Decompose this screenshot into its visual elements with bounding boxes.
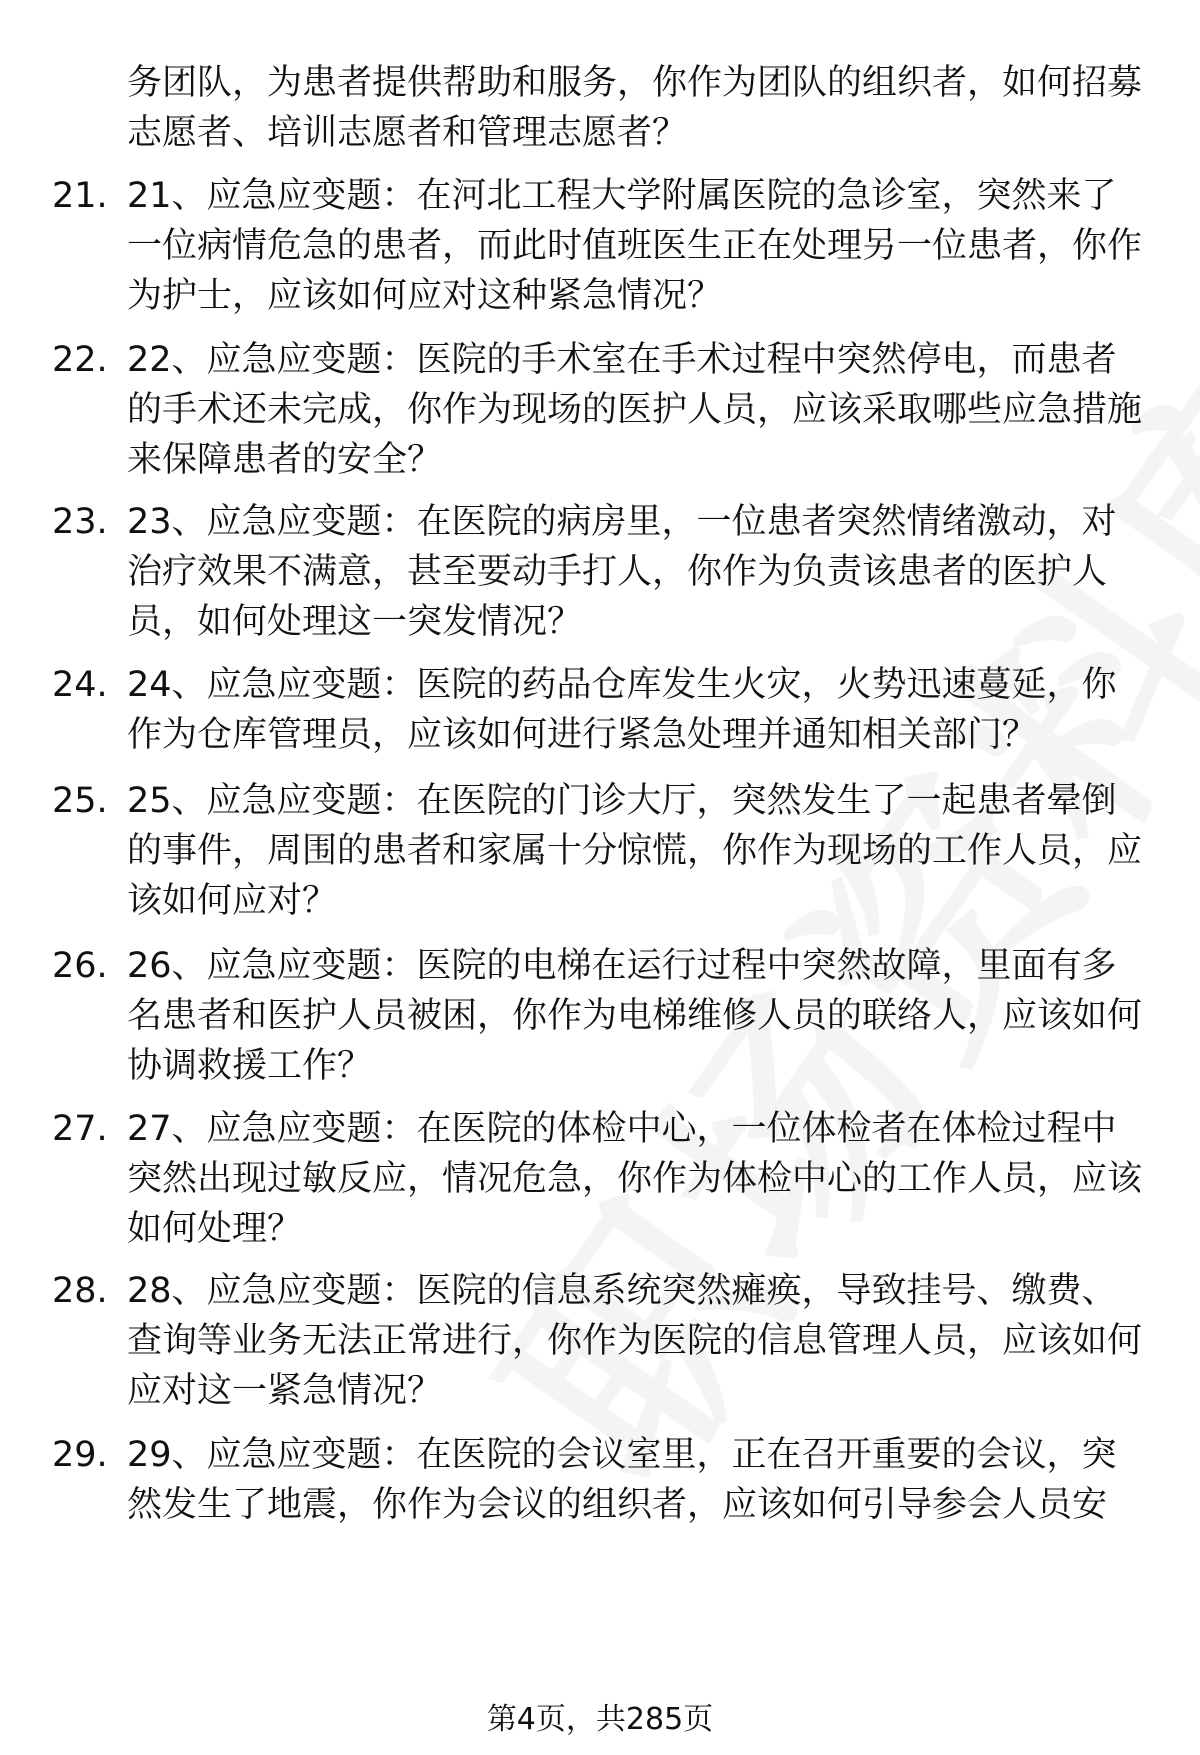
item-text: 22、应急应变题：医院的手术室在手术过程中突然停电，而患者的手术还未完成，你作为现场的医护人员，应该采取哪些应急措施来保障患者的安全？	[127, 340, 1143, 480]
item-number: 22.	[52, 340, 108, 380]
page-footer: 第4页，共285页	[486, 1702, 714, 1737]
item-number: 29.	[52, 1435, 108, 1475]
item-text: 26、应急应变题：医院的电梯在运行过程中突然故障，里面有多名患者和医护人员被困，你作为电梯维修人员的联络人，应该如何协调救援工作？	[127, 946, 1143, 1086]
item-text: 25、应急应变题：在医院的门诊大厅，突然发生了一起患者晕倒的事件，周围的患者和家属十分惊慌，你作为现场的工作人员，应该如何应对？	[127, 781, 1143, 921]
item-text: 23、应急应变题：在医院的病房里，一位患者突然情绪激动，对治疗效果不满意，甚至要动手打人，你作为负责该患者的医护人员，如何处理这一突发情况？	[127, 502, 1117, 642]
item-number: 21.	[52, 176, 108, 216]
item-number: 23.	[52, 502, 108, 542]
item-number: 26.	[52, 946, 108, 986]
item-text: 28、应急应变题：医院的信息系统突然瘫痪，导致挂号、缴费、查询等业务无法正常进行，你作为医院的信息管理人员，应该如何应对这一紧急情况？	[127, 1271, 1143, 1411]
item-text: 21、应急应变题：在河北工程大学附属医院的急诊室，突然来了一位病情危急的患者，而此时值班医生正在处理另一位患者，你作为护士，应该如何应对这种紧急情况？	[127, 176, 1143, 316]
item-text: 27、应急应变题：在医院的体检中心，一位体检者在体检过程中突然出现过敏反应，情况危急，你作为体检中心的工作人员，应该如何处理？	[127, 1109, 1143, 1249]
item-number: 28.	[52, 1271, 108, 1311]
item-text: 24、应急应变题：医院的药品仓库发生火灾，火势迅速蔓延，你作为仓库管理员，应该如何进行紧急处理并通知相关部门？	[127, 665, 1117, 755]
continuation-text: 务团队，为患者提供帮助和服务，你作为团队的组织者，如何招募志愿者、培训志愿者和管理志愿者？	[127, 63, 1143, 153]
item-number: 24.	[52, 665, 108, 705]
item-number: 27.	[52, 1109, 108, 1149]
item-number: 25.	[52, 781, 108, 821]
item-text: 29、应急应变题：在医院的会议室里，正在召开重要的会议，突然发生了地震，你作为会议的组织者，应该如何引导参会人员安	[127, 1435, 1117, 1525]
